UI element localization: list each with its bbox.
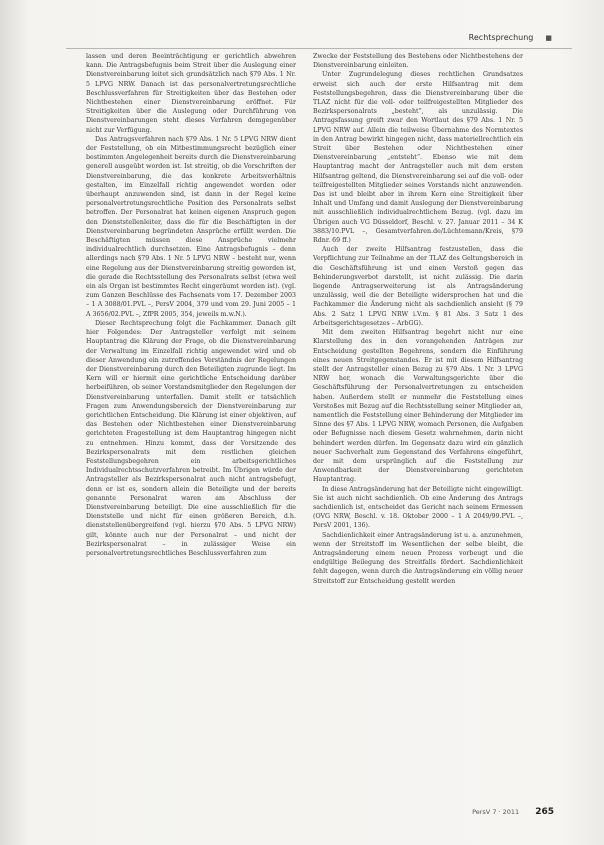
header-rule [66, 48, 572, 49]
paragraph: lassen und deren Beeinträchtigung er gerichtlich abwehren kann. Die Antragsbefugnis beim Streit über die Auslegung einer Dienstvereinbarung leitet sich grundsätzlich nach §79 Abs. 1 Nr. 5 LPVG NRW. Danach ist das personalvertretungsrechtliche Beschlussverfahren für Streitigkeiten über das Bestehen oder Nichtbestehen einer Dienstvereinbarung eröffnet. Für Streitigkeiten über die Auslegung oder Durchführung von Dienstvereinbarungen steht dieses Verfahren demgegenüber nicht zur Verfügung. [86, 53, 296, 134]
section-title: Rechtsprechung [468, 33, 534, 42]
left-column [86, 52, 296, 558]
issue-label: PersV 7 · 2011 [472, 808, 520, 816]
paragraph: Mit dem zweiten Hilfsantrag begehrt nicht nur eine Klarstellung des in den vorangehenden Anträgen zur Entscheidung gestellten Begehrens, sondern die Einführung eines neuen Streitgegenstandes. Er ist mit diesem Hilfsantrag stellt der Antragsteller einen Bezug zu §79 Abs. 1 Nr. 3 LPVG NRW her, wonach die Verwaltungsgerichte über die Geschäftsführung der Personalvertretungen zu entscheiden haben. Außerdem stellt er nunmehr die Feststellung eines Verstoßes mit Bezug auf die Rechtsstellung seiner Mitglieder an, namentlich die Feststellung einer Behinderung der Mitglieder im Sinne des §7 Abs. 1 LPVG NRW, womach Personen, die Aufgaben oder Befugnisse nach diesem Gesetz wahrnehmen, darin nicht behindert werden dürfen. Im Gegensatz dazu wird ein gänzlich neuer Sachverhalt zum Gegenstand des Verfahrens eingeführt, der mit dem ursprünglich auf die Feststellung zur Anwendbarkeit der Dienstvereinbarung gerichteten Hauptantrag. [313, 329, 523, 484]
paragraph: Dieser Rechtsprechung folgt die Fachkammer. Danach gilt hier Folgendes: Der Antragsteller verfolgt mit seinem Hauptantrag die Klärung der Frage, ob die Dienstvereinbarung der Verwaltung im Einzelfall richtig angewendet wird und ob dieser Anwendung ein zutreffendes Verständnis der Regelungen der Dienstvereinbarung durch den Beteiligten zugrunde liegt. Im Kern will er hiermit eine gerichtliche Entscheidung darüber herbeiführen, ob seiner Vorstandsmitglieder den Regelungen der Dienstvereinbarung unterfallen. Damit stellt er tatsächlich Fragen zum Anwendungsbereich der Dienstvereinbarung zur gerichtlichen Entscheidung. Die Klärung ist einer objektiven, auf das Bestehen oder Nichtbestehen einer Dienstvereinbarung gerichteten Fragestellung ist dem Hauptantrag hingegen nicht zu entnehmen. Hinzu kommt, dass der Vorsitzende des Bezirkspersonalrats mit dem restlichen gleichen Feststellungsbegehren ein arbeitsgerichtliches Individualrechtsschutzverfahren betreibt. Im Übrigen würde der Antragsteller als Bezirkspersonalrat auch nicht antragsbefugt, denn er ist es, sondern allein die Beteiligte und der bereits genannte Personalrat waren am Abschluss der Dienstvereinbarung beteiligt. Die eine ausschließlich für die Dienststelle und nicht für einen größeren Bereich, d.h. dienststellenübergreifend (vgl. hierzu §70 Abs. 5 LPVG NRW) gilt, könnte auch nur der Personalrat – und nicht der Bezirkspersonalrat – in zulässiger Weise ein personalvertretungsrechtliches Beschlussverfahren zum [86, 319, 296, 557]
page-number: 265 [535, 807, 554, 817]
paragraph: Das Antragsverfahren nach §79 Abs. 1 Nr. 5 LPVG NRW dient der Feststellung, ob ein Mitbestimmungsrecht bezüglich einer bestimmten Angelegenheit bereits durch die Dienstvereinbarung generell ausgeübt worden ist. Ist streitig, ob die Vorschriften der Dienstvereinbarung, die das konkrete Arbeitsverhältnis gestalten, im Einzelfall richtig angewendet worden oder überhaupt anzuwenden sind, ist dann in der Regel keine personalvertretungsrechtliche Position des Personalrats selbst betroffen. Der Personalrat hat keinen eigenen Anspruch gegen den Dienststellenleiter, dass die für die Beschäftigten in der Dienstvereinbarung begründeten Ansprüche erfüllt werden. Die Beschäftigten müssen diese Ansprüche vielmehr individualrechtlich durchsetzen. Eine Antragsbefugnis – denn allerdings nach §79 Abs. 1 Nr. 5 LPVG NRW – besteht nur, wenn eine Regelung aus der Dienstvereinbarung streitig geworden ist, die gerade die Rechtsstellung des Personalrats selbst (etwa weil ein als Organ ist bestimmtes Recht eingeräumt worden ist). (vgl. zum Ganzen Beschlüsse des Fachsenats vom 17. Dezember 2003 – 1 A 3088/01.PVL –, PersV 2004, 379 und vom 29. Juni 2005 – 1 A 3656/02.PVL –, ZfPR 2005, 354, jeweils m.w.N.). [86, 135, 296, 318]
paragraph: Sachdienlichkeit einer Antragsänderung ist u. a. anzunehmen, wenn der Streitstoff im Wesentlichen der selbe bleibt, die Antragsänderung einem neuen Prozess vorbeugt und die endgültige Beilegung des Streitfalls fördert. Sachdienlichkeit fehlt dagegen, wenn durch die Antragsänderung ein völlig neuer Streitstoff zur Entscheidung gestellt werden [313, 531, 523, 585]
running-head [469, 33, 552, 42]
page-footer [472, 807, 554, 817]
header-marker: ■ [545, 33, 552, 42]
paragraph: Zwecke der Feststellung des Bestehens oder Nichtbestehens der Dienstvereinbarung einleiten. [313, 53, 523, 70]
paragraph: Unter Zugrundelegung dieses rechtlichen Grundsatzes erweist sich auch der erste Hilfsantrag mit dem Feststellungsbegehren, dass die Dienstvereinbarung über die TLAZ nicht für die voll- oder teilfreigestellten Mitglieder des Bezirkspersonalrats „besteht“, als unzulässig. Die Antragsfassung greift zwar den Wortlaut des §79 Abs. 1 Nr. 5 LPVG NRW auf. Allein die teilweise Übernahme des Normtextes in den Antrag bewirkt hingegen nicht, dass materiellrechtlich ein Streit über Bestehen oder Nichtbestehen einer Dienstvereinbarung „entsteht“. Ebenso wie mit dem Hauptantrag macht der Antragsteller auch mit dem ersten Hilfsantrag geltend, die Dienstvereinbarung sei auf die voll- oder teilfreigestellten Mitglieder seines Vorstands nicht anzuwenden. Das ist und bleibt aber in ihrem Kern eine Streitigkeit über Inhalt und Umfang und damit Auslegung der Dienstvereinbarung mit ausschließlich individualrechtlichem Bezug. (vgl. dazu im Übrigen auch VG Düsseldorf, Beschl. v. 27. Januar 2011 – 34 K 3883/10.PVL –, Gesamtverfahren.de/Lüchtemann/Kreis, §79 Rdnr. 69 ff.) [313, 71, 523, 245]
paragraph: Auch der zweite Hilfsantrag festzustellen, dass die Verpflichtung zur Teilnahme an der TLAZ des Geltungsbereich in die Geschäftsführung ist und einen Verstoß gegen das Behinderungsverbot darstellt, ist nicht zulässig. Die darin liegende Antragserweiterung ist als Antragsänderung unzulässig, weil die der Beteiligte widersprochen hat und die Fachkammer die Änderung nicht als sachdienlich ansieht (§ 79 Abs. 2 Satz 1 LPVG NRW i.V.m. § 81 Abs. 3 Satz 1 des Arbeitsgerichtsgesetzes – ArbGG). [313, 246, 523, 327]
right-column [313, 52, 523, 586]
paragraph: In diese Antragsänderung hat der Beteiligte nicht eingewilligt. Sie ist auch nicht sachdienlich. Ob eine Änderung des Antrags sachdienlich ist, entscheidet das Gericht nach seinem Ermessen (OVG NRW, Beschl. v. 18. Oktober 2000 – 1 A 2049/99.PVL –, PersV 2001, 136). [313, 485, 523, 530]
